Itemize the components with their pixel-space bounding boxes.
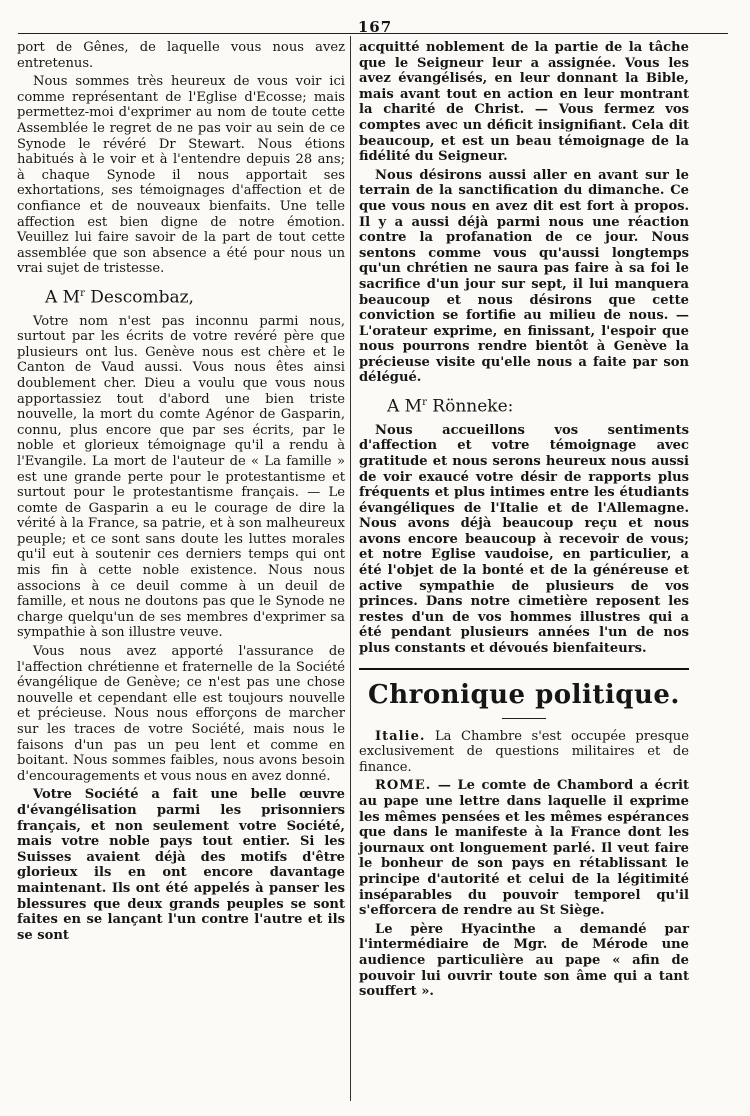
left-paragraph-1: port de Gênes, de laquelle vous nous avez entretenus. <box>17 40 345 71</box>
hyacinthe-paragraph: Le père Hyacinthe a demandé par l'intermédiaire de Mgr. de Mérode une audience particulière au pape « afin de pouvoir lui ouvrir toute son âme qui a tant souffert ». <box>359 921 689 1000</box>
address-descombaz <box>45 283 345 309</box>
left-paragraph-2: Nous sommes très heureux de vous voir ici comme représentant de l'Eglise d'Ecosse; mais permettez-moi d'exprimer au nom de toute cette Assemblée le regret de ne pas voir au sein de ce Synode le révéré Dr Stewart. Nous étions habitués à le voir et à l'entendre depuis 28 ans; à chaque Synode il nous apportait ses exhortations, ses témoignages d'affection et de confiance et de nouveaux bienfaits. Une telle affection est bien digne de notre émotion. Veuillez lui faire savoir de la part de tout cette assemblée que son absence a été pour nous un vrai sujet de tristesse. <box>17 74 345 277</box>
right-paragraph-2: Nous désirons aussi aller en avant sur le terrain de la sanctification du dimanche. Ce que vous nous en avez dit est fort à propos. Il y a aussi déjà parmi nous une réaction contre la profanation de ce jour. Nous sentons comme vous qu'aussi longtemps qu'un chrétien ne saura pas faire à sa foi le sacrifice d'un jour sur sept, il lui manquera beaucoup et nous désirons que cette conviction se fortifie au milieu de nous. — L'orateur exprime, en finissant, l'espoir que nous pourrons rendre bientôt à Genève la précieuse visite qu'elle nous a faite par son délégué. <box>359 167 689 386</box>
left-paragraph-5: Votre Société a fait une belle œuvre d'évangélisation parmi les prisonniers français, et non seulement votre Société, mais votre noble pays tout entier. Si les Suisses avaient déjà des motifs d'être glorieux ils en ont encore davantage maintenant. Ils ont été appelés à panser les blessures que deux grands peuples se sont faites en se lançant l'un contre l'autre et ils se sont <box>17 787 345 943</box>
address-sup: r <box>422 397 427 409</box>
right-paragraph-3: Nous accueillons vos sentiments d'affection et votre témoignage avec gratitude et nous serons heureux nous aussi de voir exaucé votre désir de rapports plus fréquents et plus intimes entre les étudiants évangéliques de l'Italie et de l'Allemagne. Nous avons déjà beaucoup reçu et nous avons encore beaucoup à recevoir de vous; et notre Eglise vaudoise, en particulier, a été l'objet de la bonté et de la généreuse et active sympathie de plusieurs de vos princes. Dans notre cimetière reposent les restes d'un de vos hommes illustres qui a été pendant plusieurs années l'un de nos plus constants et dévoués bienfaiteurs. <box>359 422 689 657</box>
address-prefix: A M <box>45 287 81 308</box>
right-column <box>359 40 689 1003</box>
page-number: 167 <box>357 18 393 36</box>
left-paragraph-4: Vous nous avez apporté l'assurance de l'affection chrétienne et fraternelle de la Société évangélique de Genève; ce n'est pas une chose nouvelle et cependant elle est toujours nouvelle et précieuse. Nous nous efforçons de marcher sur les traces de votre Société, mais nous le faisons d'un pas un peu lent et comme en boitant. Nous sommes faibles, nous avons besoin d'encouragements et vous nous en avez donné. <box>17 644 345 784</box>
section-title: Chronique politique. <box>368 679 680 710</box>
section-rule <box>359 668 689 670</box>
left-column <box>17 40 345 946</box>
address-prefix: A M <box>387 396 423 417</box>
left-paragraph-3: Votre nom n'est pas inconnu parmi nous, surtout par les écrits de votre revéré père que plusieurs ont lus. Genève nous est chère et le Canton de Vaud aussi. Vous nous êtes ainsi doublement cher. Dieu a voulu que vous nous apportassiez tout d'abord une bien triste nouvelle, la mort du comte Agénor de Gasparin, connu, plus encore que par ses écrits, par le noble et glorieux témoignage qu'il a rendu à l'Evangile. La mort de l'auteur de « La famille » est une grande perte pour le protestantisme et surtout pour le protestantisme français. — Le comte de Gasparin a eu le courage de dire la vérité à la France, sa patrie, et à son malheureux peuple; et ce sont sans doute les luttes morales qu'il eut à soutenir ces derniers temps qui ont mis fin à cette noble existence. Nous nous associons à ce deuil comme à un deuil de famille, et nous ne doutons pas que le Synode ne charge quelqu'un de ses membres d'exprimer sa sympathie à son illustre veuve. <box>17 313 345 641</box>
rome-text: — Le comte de Chambord a écrit au pape une lettre dans laquelle il exprime les mêmes pensées et les mêmes espérances que dans le manifeste à la France dont les journaux ont longuement parlé. Il veut faire le bonheur de son pays en rétablissant le principe d'autorité et celui de la légitimité inséparables du pouvoir temporel qu'il s'efforcera de rendre au St Siège. <box>359 778 689 919</box>
rome-lead: ROME. <box>375 778 432 794</box>
rome-paragraph <box>359 778 689 918</box>
italie-lead: Italie. <box>375 728 426 744</box>
italie-paragraph <box>359 729 689 776</box>
address-sup: r <box>80 287 85 299</box>
title-underline <box>502 718 546 719</box>
address-name: Rönneke: <box>426 396 514 417</box>
address-name: Descombaz, <box>84 287 194 308</box>
right-paragraph-1: acquitté noblement de la partie de la tâche que le Seigneur leur a assignée. Vous les avez évangélisés, en leur donnant la Bible, mais avant tout en action en leur montrant la charité de Christ. — Vous fermez vos comptes avec un déficit insignifiant. Cela dit beaucoup, et est un beau témoignage de la fidélité du Seigneur. <box>359 40 689 165</box>
address-ronneke <box>387 392 689 418</box>
italie-text: La Chambre s'est occupée presque exclusivement de questions militaires et de finance. <box>359 728 689 775</box>
column-divider <box>350 36 351 1101</box>
top-rule <box>18 33 728 34</box>
